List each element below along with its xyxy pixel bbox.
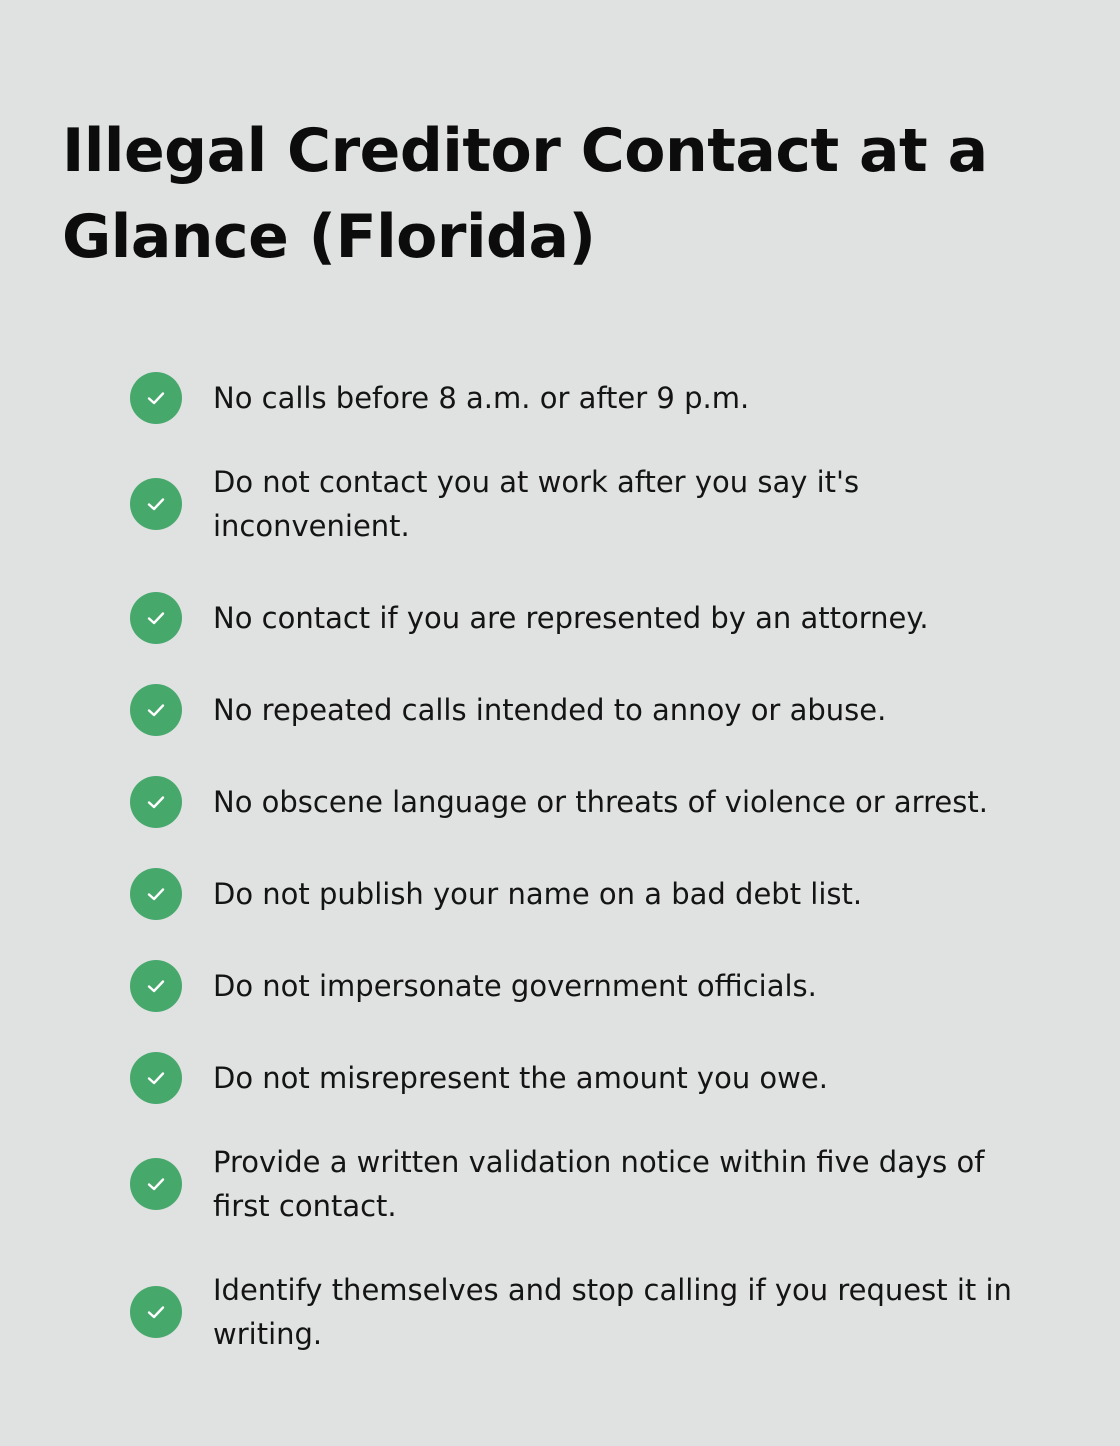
check-circle-icon bbox=[130, 1052, 182, 1104]
list-item bbox=[130, 868, 1050, 920]
list-item-text: Do not contact you at work after you say it's inconvenient. bbox=[213, 465, 860, 543]
list-item-text: No contact if you are represented by an attorney. bbox=[213, 601, 929, 635]
check-circle-icon bbox=[130, 776, 182, 828]
list-item bbox=[130, 372, 1050, 424]
check-circle-icon bbox=[130, 1158, 182, 1210]
list-item bbox=[130, 1268, 1050, 1356]
list-item bbox=[130, 592, 1050, 644]
list-item bbox=[130, 460, 1050, 548]
list-item-text: Provide a written validation notice within five days of first contact. bbox=[213, 1145, 985, 1223]
check-circle-icon bbox=[130, 960, 182, 1012]
check-circle-icon bbox=[130, 478, 182, 530]
check-circle-icon bbox=[130, 1286, 182, 1338]
check-circle-icon bbox=[130, 684, 182, 736]
list-item bbox=[130, 1052, 1050, 1104]
list-item bbox=[130, 776, 1050, 828]
list-item-text: No repeated calls intended to annoy or abuse. bbox=[213, 693, 887, 727]
list-item bbox=[130, 960, 1050, 1012]
check-circle-icon bbox=[130, 868, 182, 920]
list-item-text: Identify themselves and stop calling if you request it in writing. bbox=[213, 1273, 1012, 1351]
list-item-text: No calls before 8 a.m. or after 9 p.m. bbox=[213, 381, 750, 415]
list-item-text: No obscene language or threats of violence or arrest. bbox=[213, 785, 988, 819]
list-item bbox=[130, 1140, 1050, 1228]
list-item-text: Do not misrepresent the amount you owe. bbox=[213, 1061, 828, 1095]
list-item-text: Do not impersonate government officials. bbox=[213, 969, 817, 1003]
list-item bbox=[130, 684, 1050, 736]
list-item-text: Do not publish your name on a bad debt list. bbox=[213, 877, 863, 911]
page-title: Illegal Creditor Contact at a Glance (Florida) bbox=[62, 116, 988, 272]
check-circle-icon bbox=[130, 592, 182, 644]
check-circle-icon bbox=[130, 372, 182, 424]
